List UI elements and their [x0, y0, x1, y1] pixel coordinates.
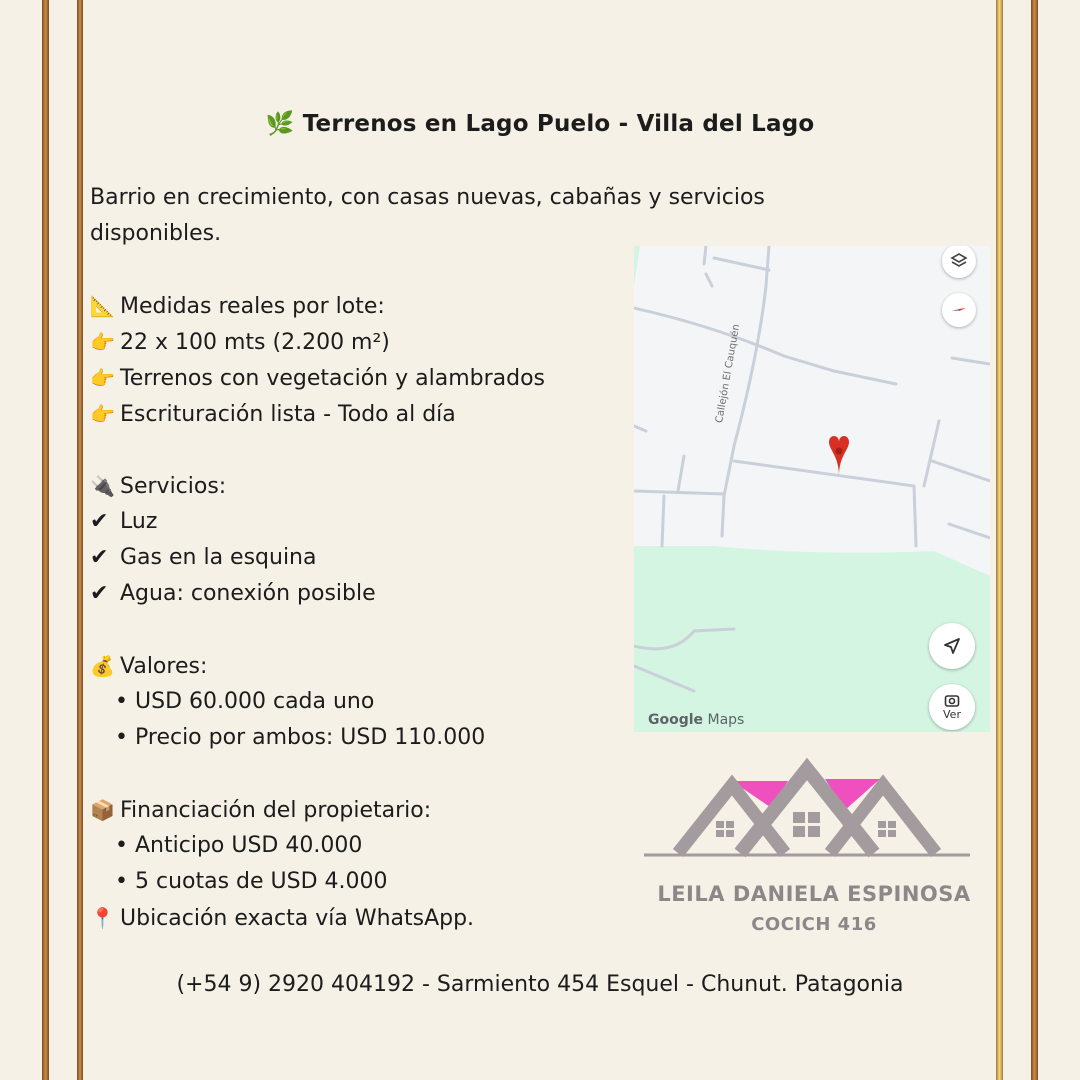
- check-icon: ✔: [90, 509, 109, 534]
- plug-icon: 🔌: [90, 474, 115, 498]
- ver-label: Ver: [943, 707, 961, 721]
- street-label: Callejón El Cauquén: [714, 323, 743, 424]
- navigation-arrow-icon: [942, 636, 962, 656]
- right-outer-border: [1031, 0, 1038, 1080]
- intro-text: Barrio en crecimiento, con casas nuevas, cabañas y servicios disponibles.: [90, 185, 765, 246]
- pointing-hand-icon: 👉: [90, 402, 115, 426]
- left-inner-border: [77, 0, 83, 1080]
- house-roofs-logo: [640, 755, 975, 865]
- money-bag-icon: 💰: [90, 654, 115, 678]
- servicios-item: ✔ Luz: [90, 504, 157, 540]
- brand-license: COCICH 416: [751, 914, 877, 935]
- google-maps-logo: Google Maps: [648, 712, 745, 728]
- pointing-hand-icon: 👉: [90, 330, 115, 354]
- my-location-button[interactable]: [929, 623, 975, 669]
- compass-button[interactable]: [942, 293, 976, 327]
- valores-item: • Precio por ambos: USD 110.000: [115, 720, 485, 756]
- medidas-heading: 📐 Medidas reales por lote:: [90, 288, 385, 325]
- package-icon: 📦: [90, 798, 115, 822]
- layers-icon: [950, 252, 968, 270]
- medidas-item: 👉 Escrituración lista - Todo al día: [90, 396, 456, 433]
- financiacion-item: • 5 cuotas de USD 4.000: [115, 864, 388, 900]
- herb-icon: 🌿: [265, 111, 295, 137]
- medidas-item: 👉 Terrenos con vegetación y alambrados: [90, 360, 545, 397]
- map-view[interactable]: [634, 246, 990, 732]
- servicios-item: ✔ Agua: conexión posible: [90, 576, 376, 612]
- contact-footer: (+54 9) 2920 404192 - Sarmiento 454 Esquel - Chunut. Patagonia: [176, 972, 904, 997]
- financiacion-heading: 📦 Financiación del propietario:: [90, 792, 431, 829]
- triangle-ruler-icon: 📐: [90, 294, 115, 318]
- left-outer-border: [42, 0, 49, 1080]
- servicios-item: ✔ Gas en la esquina: [90, 540, 317, 576]
- check-icon: ✔: [90, 545, 109, 570]
- ver-button[interactable]: [929, 684, 975, 730]
- valores-heading: 💰 Valores:: [90, 648, 207, 685]
- pointing-hand-icon: 👉: [90, 366, 115, 390]
- valores-item: • USD 60.000 cada uno: [115, 684, 374, 720]
- brand-name: LEILA DANIELA ESPINOSA: [657, 882, 971, 906]
- page-title: [0, 110, 1080, 137]
- financiacion-item: • Anticipo USD 40.000: [115, 828, 362, 864]
- medidas-item: 👉 22 x 100 mts (2.200 m²): [90, 324, 390, 361]
- right-inner-border: [996, 0, 1003, 1080]
- ubicacion-line: 📍 Ubicación exacta vía WhatsApp.: [90, 900, 474, 937]
- camera-scan-icon: [944, 694, 960, 708]
- servicios-heading: 🔌 Servicios:: [90, 468, 226, 505]
- location-pin-icon: 📍: [90, 906, 115, 930]
- compass-icon: [949, 300, 969, 320]
- red-pin-icon: [829, 436, 849, 476]
- check-icon: ✔: [90, 581, 109, 606]
- title-text: Terrenos en Lago Puelo - Villa del Lago: [302, 111, 815, 137]
